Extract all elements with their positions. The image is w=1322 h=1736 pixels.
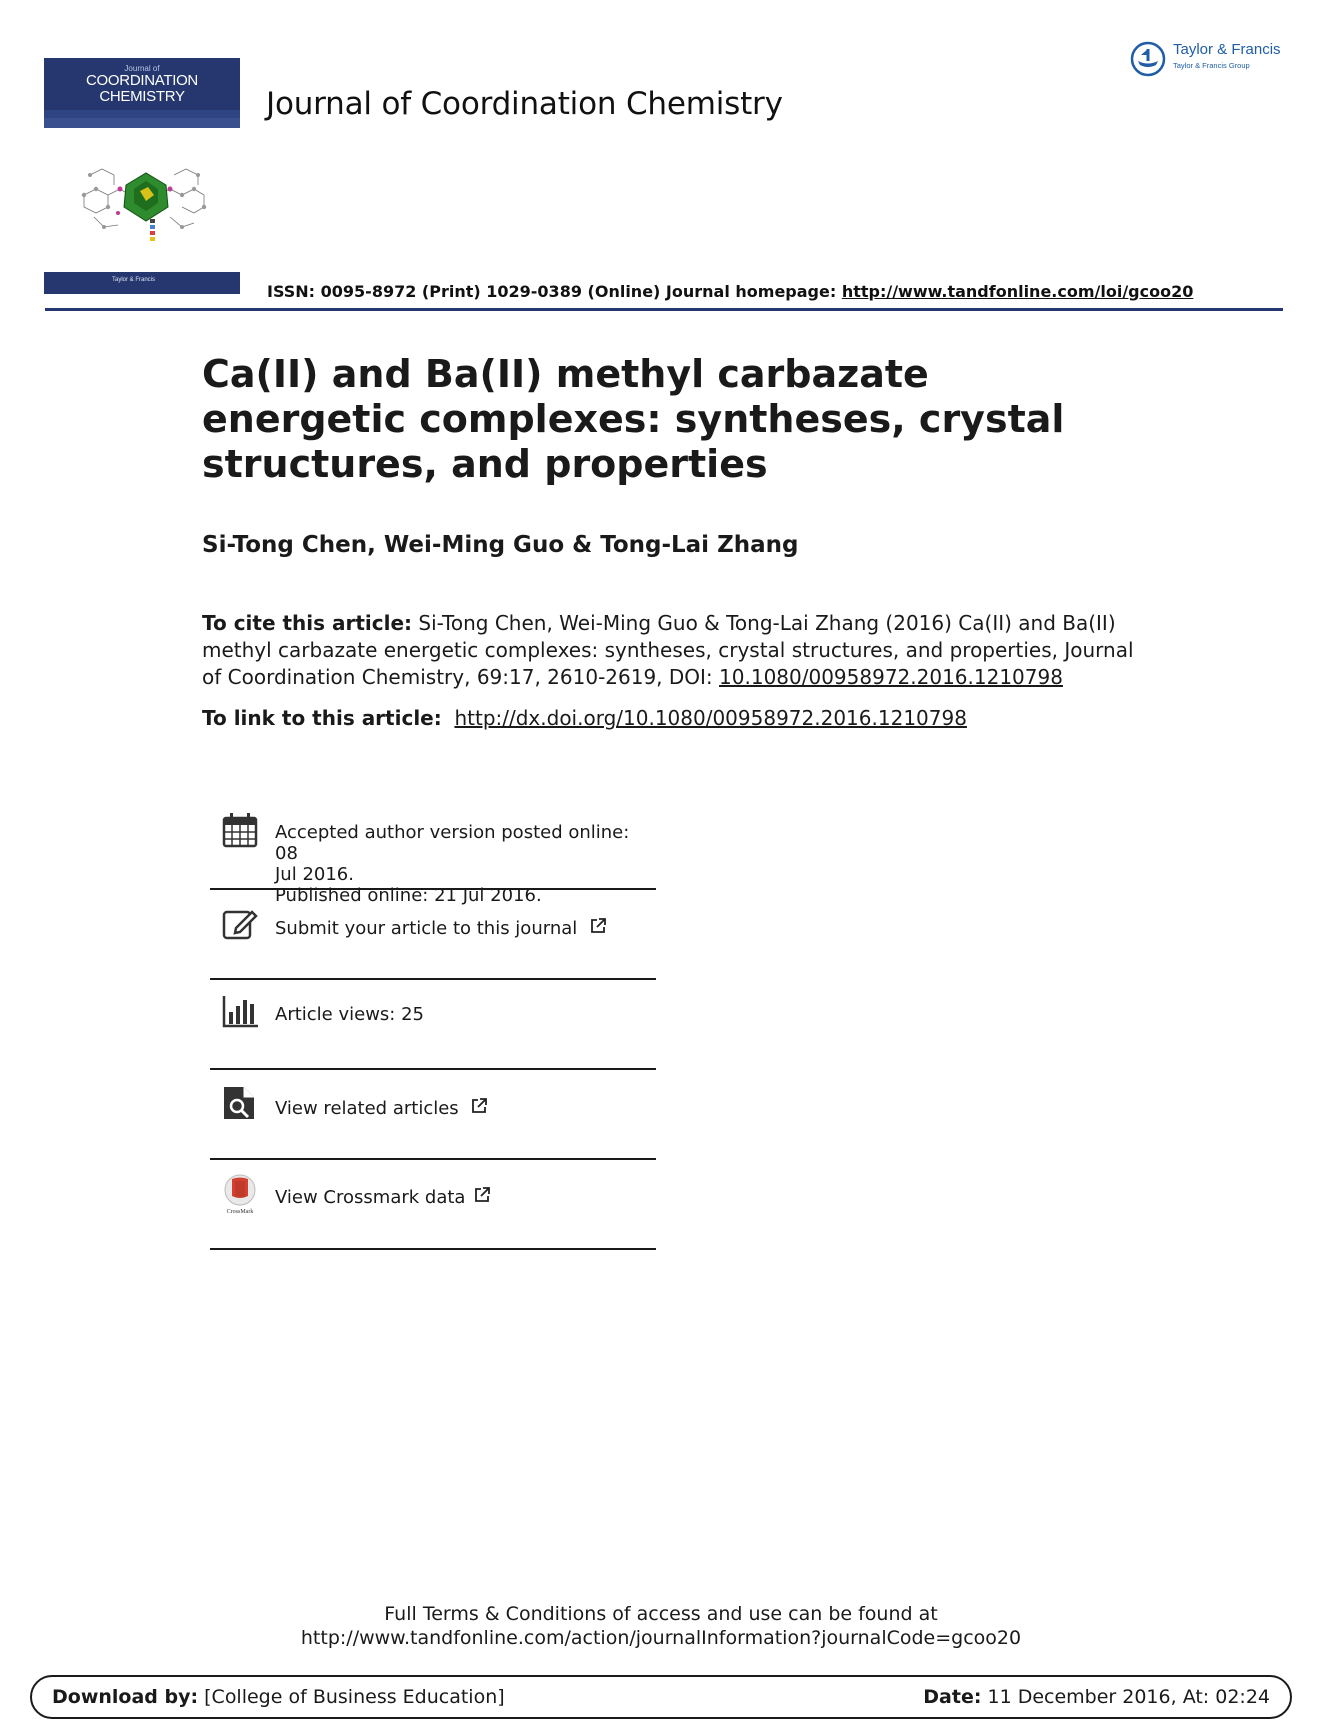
crossmark-logo-text: CrossMark bbox=[226, 1209, 254, 1214]
terms-block bbox=[0, 1602, 1322, 1650]
date-value: 11 December 2016, At: 02:24 bbox=[981, 1686, 1270, 1708]
cite-text: Si-Tong Chen, Wei-Ming Guo & Tong-Lai Zhang (2016) Ca(II) and Ba(II) methyl carbazate energetic complexes: syntheses, crystal structures, and properties, Journal of Coordination Chemistry, 69:17, 2610-2619, DOI: bbox=[202, 611, 1134, 689]
download-footer bbox=[30, 1675, 1292, 1719]
external-link-icon bbox=[473, 1186, 491, 1204]
crossmark-text[interactable] bbox=[275, 1186, 491, 1208]
download-value: [College of Business Education] bbox=[198, 1686, 505, 1708]
download-label: Download by: bbox=[52, 1686, 199, 1708]
citation-block bbox=[202, 610, 1142, 691]
related-label[interactable]: View related articles bbox=[275, 1098, 459, 1119]
issn-text: ISSN: 0095-8972 (Print) 1029-0389 (Online) Journal homepage: bbox=[267, 282, 842, 301]
related-articles-icon bbox=[222, 1085, 258, 1121]
link-label: To link to this article: bbox=[202, 706, 442, 730]
header-divider bbox=[45, 308, 1283, 311]
publisher-group: Taylor & Francis Group bbox=[1173, 61, 1250, 70]
cite-label: To cite this article: bbox=[202, 611, 413, 635]
download-info bbox=[52, 1686, 505, 1708]
external-link-icon bbox=[589, 917, 607, 935]
accepted-line1: Accepted author version posted online: 08 bbox=[275, 822, 630, 864]
bar-chart-icon bbox=[222, 992, 258, 1028]
dates-row bbox=[210, 810, 656, 906]
views-text: Article views: 25 bbox=[275, 1004, 424, 1025]
publisher-logo[interactable] bbox=[1129, 40, 1289, 80]
cover-header bbox=[44, 58, 240, 110]
publisher-name: Taylor & Francis bbox=[1173, 41, 1281, 58]
cover-stripe bbox=[44, 110, 240, 118]
cover-molecule-image bbox=[74, 155, 214, 247]
cover-publisher-text: Taylor & Francis bbox=[112, 277, 156, 283]
date-label: Date: bbox=[923, 1686, 982, 1708]
external-link-icon bbox=[470, 1097, 488, 1115]
cover-journal-name bbox=[44, 73, 240, 105]
related-row[interactable] bbox=[210, 1070, 656, 1160]
views-row bbox=[210, 980, 656, 1070]
date-info bbox=[923, 1686, 1270, 1708]
related-text[interactable] bbox=[275, 1097, 488, 1119]
published-date: Published online: 21 Jul 2016. bbox=[275, 885, 542, 906]
terms-url[interactable]: http://www.tandfonline.com/action/journalInformation?journalCode=gcoo20 bbox=[300, 1627, 1022, 1649]
calendar-icon bbox=[222, 812, 258, 848]
journal-cover bbox=[44, 50, 240, 294]
article-link-block bbox=[202, 706, 967, 730]
crossmark-label[interactable]: View Crossmark data bbox=[275, 1187, 466, 1208]
crossmark-icon bbox=[222, 1174, 258, 1214]
cover-name-line2: CHEMISTRY bbox=[99, 88, 185, 105]
article-doi-url[interactable]: http://dx.doi.org/10.1080/00958972.2016.1210798 bbox=[454, 706, 967, 730]
submit-row[interactable] bbox=[210, 890, 656, 980]
terms-line1: Full Terms & Conditions of access and use can be found at bbox=[384, 1603, 938, 1625]
edit-icon bbox=[222, 906, 258, 942]
accepted-line2: Jul 2016. bbox=[275, 864, 354, 885]
article-title: Ca(II) and Ba(II) methyl carbazate energetic complexes: syntheses, crystal structures, and properties bbox=[202, 352, 1065, 486]
crossmark-row[interactable] bbox=[210, 1160, 656, 1250]
publisher-logo-icon bbox=[1129, 40, 1167, 78]
submit-text[interactable] bbox=[275, 917, 607, 939]
journal-title: Journal of Coordination Chemistry bbox=[266, 86, 783, 122]
cover-footer bbox=[44, 272, 240, 294]
cover-stripe-2 bbox=[44, 118, 240, 128]
submit-label[interactable]: Submit your article to this journal bbox=[275, 918, 578, 939]
article-authors: Si-Tong Chen, Wei-Ming Guo & Tong-Lai Zhang bbox=[202, 532, 799, 558]
doi-link[interactable]: 10.1080/00958972.2016.1210798 bbox=[719, 665, 1063, 689]
journal-homepage-link[interactable]: http://www.tandfonline.com/loi/gcoo20 bbox=[841, 282, 1194, 301]
cover-journal-of: Journal of bbox=[124, 64, 160, 73]
issn-line bbox=[267, 282, 1193, 301]
cover-name-line1: COORDINATION bbox=[86, 72, 198, 89]
